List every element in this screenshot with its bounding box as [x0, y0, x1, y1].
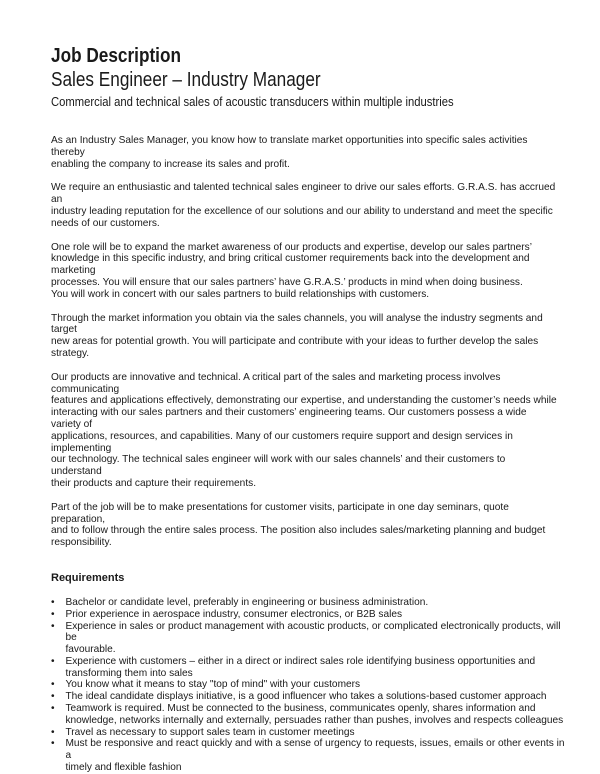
requirement-text: Prior experience in aerospace industry, consumer electronics, or B2B sales: [65, 607, 403, 620]
requirements-heading: Requirements: [51, 571, 125, 584]
job-tagline: Commercial and technical sales of acoustic transducers within multiple industries: [51, 95, 454, 109]
paragraph-market: Through the market information you obtain via the sales channels, you will analyse the industry segments and target new areas for potential growth. You will participate and contribute with your ideas to further develop the sales strategy.: [51, 311, 543, 359]
list-item: [51, 703, 572, 727]
job-title: Sales Engineer – Industry Manager: [51, 69, 321, 91]
bullet-icon: •: [51, 607, 55, 620]
bullet-icon: •: [51, 678, 55, 691]
paragraph-presentations: Part of the job will be to make presentations for customer visits, participate in one day seminars, quote preparation, and to follow through the entire sales process. The position also includes sales/marketing planning and budget responsibility.: [51, 500, 546, 549]
requirement-text: You know what it means to stay "top of mind" with your customers: [65, 678, 361, 691]
requirement-text: Must be responsive and react quickly and with a sense of urgency to requests, issues, emails or other events in a timely and flexible fashion: [65, 737, 565, 774]
list-item: [51, 621, 572, 656]
requirement-text: Teamwork is required. Must be connected to the business, communicates openly, shares information and knowledge, networks internally and externally, persuades rather than pushes, involves and respects colleagues: [65, 702, 564, 726]
requirement-text: Bachelor or candidate level, preferably in engineering or business administration.: [65, 595, 429, 608]
paragraph-intro: As an Industry Sales Manager, you know how to translate market opportunities into specific sales activities thereby enabling the company to increase its sales and profit.: [51, 134, 528, 170]
bullet-icon: •: [51, 725, 55, 738]
description-body: [51, 135, 560, 549]
list-item: [51, 656, 572, 680]
requirement-text: The ideal candidate displays initiative, is a good influencer who takes a solutions-based customer approach: [65, 690, 547, 703]
bullet-icon: •: [51, 595, 55, 608]
requirement-text: Travel as necessary to support sales team in customer meetings: [65, 725, 355, 738]
list-item: [51, 738, 572, 773]
requirement-text: Experience with customers – either in a direct or indirect sales role identifying business opportunities and transforming them into sales: [65, 654, 536, 679]
requirements-list: [51, 595, 565, 774]
paragraph-products: Our products are innovative and technical. A critical part of the sales and marketing process involves communicating features and applications effectively, demonstrating our expertise, and understanding the customer’s needs while interacting with our sales partners and their customers’ engineering teams. Our customers possess a wide variety of applications, resources, and capabilities. Many of our customers require support and design services in implementing our technology. The technical sales engineer will work with our sales channels’ and their customers to understand their products and capture their requirements.: [51, 370, 557, 489]
paragraph-requirement: We require an enthusiastic and talented technical sales engineer to drive our sales efforts. G.R.A.S. has accrued an industry leading reputation for the excellence of our solutions and our ability to understand and meet the specific needs of our customers.: [51, 181, 556, 229]
bullet-icon: •: [51, 690, 55, 703]
bullet-icon: •: [51, 702, 55, 715]
paragraph-role: One role will be to expand the market awareness of our products and expertise, develop our sales partners’ knowledge in this specific industry, and bring critical customer requirements back into the development and marketing processes. You will ensure that our sales partners’ have G.R.A.S.’ products in mind when doing business. You will work in concert with our sales partners to build relationships with customers.: [51, 240, 533, 300]
bullet-icon: •: [51, 737, 55, 750]
bullet-icon: •: [51, 654, 55, 667]
requirement-text: Experience in sales or product management with acoustic products, or complicated electronically products, will be favourable.: [65, 619, 561, 656]
document-title: Job Description: [51, 45, 181, 67]
bullet-icon: •: [51, 619, 55, 632]
